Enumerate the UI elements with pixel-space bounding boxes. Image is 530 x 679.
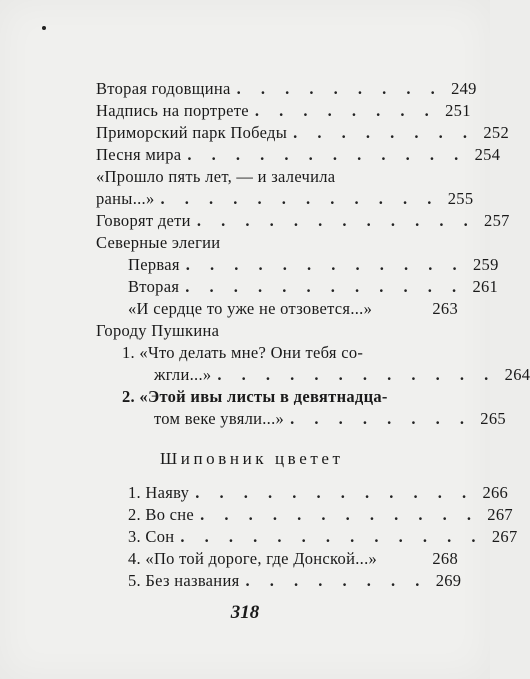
toc-entry <box>96 78 477 100</box>
toc-section-heading <box>96 320 458 342</box>
toc-entry <box>128 548 458 570</box>
toc-entry-page: 251 <box>445 101 471 120</box>
toc-entry-page: 268 <box>432 549 458 568</box>
toc-entry-page: 254 <box>474 145 501 164</box>
toc-entry <box>96 144 501 166</box>
table-of-contents <box>96 78 530 430</box>
toc-entry-title: Говорят дети <box>96 211 191 230</box>
leader-dots: . . . . . . . . . . . . <box>196 211 476 230</box>
section-title: Шиповник цветет <box>160 449 344 468</box>
section-contents <box>128 482 518 592</box>
toc-entry <box>96 364 530 386</box>
toc-entry <box>128 570 462 592</box>
leader-dots: . . . . . . . . . . . . <box>160 189 440 208</box>
toc-entry-page: 255 <box>447 189 474 208</box>
toc-entry-title: «Прошло пять лет, — и залечила <box>96 167 336 186</box>
toc-entry-title: Городу Пушкина <box>96 321 220 340</box>
leader-dots: . . . . . . . . . . . . . <box>180 527 484 546</box>
ink-dot <box>42 26 46 30</box>
leader-dots: . . . . . . . . <box>245 571 428 590</box>
toc-entry-title: «И сердце то уже не отзовется...» <box>128 299 373 318</box>
toc-entry <box>96 298 458 320</box>
toc-entry-title: 2. «Этой ивы листы в девятнадца- <box>122 387 388 406</box>
leader-dots: . . . . . . . . . . . . <box>187 145 467 164</box>
toc-entry <box>96 122 510 144</box>
toc-entry-title: 4. «По той дороге, где Донской...» <box>128 549 378 568</box>
toc-entry <box>96 188 474 210</box>
toc-entry-page: 267 <box>487 505 513 524</box>
leader-dots: . . . . . . . . <box>254 101 437 120</box>
toc-entry-page: 263 <box>432 299 458 318</box>
toc-entry-page: 265 <box>480 409 506 428</box>
leader-dots: . . . . . . . . . . . . <box>217 365 497 384</box>
leader-dots: . . . . . . . . . . . . <box>185 277 465 296</box>
toc-entry <box>96 210 510 232</box>
toc-entry-title: 3. Сон <box>128 527 175 546</box>
toc-entry <box>96 386 458 408</box>
toc-entry <box>128 504 513 526</box>
toc-entry-page: 261 <box>472 277 499 296</box>
toc-entry-page: 249 <box>451 79 477 98</box>
toc-entry-title: Песня мира <box>96 145 182 164</box>
leader-dots: . . . . . . . . . <box>236 79 443 98</box>
toc-entry-page: 252 <box>483 123 510 142</box>
toc-entry-page: 257 <box>484 211 510 230</box>
toc-entry <box>128 526 518 548</box>
toc-entry-page: 264 <box>504 365 530 384</box>
toc-entry-title: 5. Без названия <box>128 571 240 590</box>
toc-entry-title: Надпись на портрете <box>96 101 249 120</box>
leader-dots: . . . . . . . . . . . . <box>185 255 465 274</box>
toc-entry-title: 2. Во сне <box>128 505 195 524</box>
toc-entry <box>96 408 506 430</box>
toc-entry-title: Вторая <box>128 277 180 296</box>
toc-entry-page: 267 <box>491 527 518 546</box>
toc-entry <box>96 166 458 188</box>
toc-entry-title: 1. «Что делать мне? Они тебя со- <box>122 343 364 362</box>
toc-entry-page: 269 <box>435 571 462 590</box>
toc-entry <box>96 276 499 298</box>
leader-dots: . . . . . . . . . . . . <box>200 505 479 524</box>
toc-entry <box>96 342 458 364</box>
toc-entry-title: Приморский парк Победы <box>96 123 288 142</box>
toc-entry-title: 1. Наяву <box>128 483 190 502</box>
toc-entry <box>128 482 509 504</box>
toc-entry-page: 266 <box>482 483 509 502</box>
toc-entry <box>96 100 471 122</box>
toc-entry <box>96 254 499 276</box>
toc-entry-title: Первая <box>128 255 180 274</box>
toc-entry-title: том веке увяли...» <box>154 409 285 428</box>
toc-entry-title: раны...» <box>96 189 155 208</box>
toc-section-heading <box>96 232 458 254</box>
toc-entry-title: Северные элегии <box>96 233 221 252</box>
leader-dots: . . . . . . . . . . . . <box>195 483 475 502</box>
leader-dots: . . . . . . . . <box>290 409 472 428</box>
toc-entry-page: 259 <box>473 255 499 274</box>
toc-entry-title: Вторая годовщина <box>96 79 231 98</box>
leader-dots: . . . . . . . . <box>293 123 476 142</box>
page-number: 318 <box>230 602 260 623</box>
toc-entry-title: жгли...» <box>154 365 212 384</box>
